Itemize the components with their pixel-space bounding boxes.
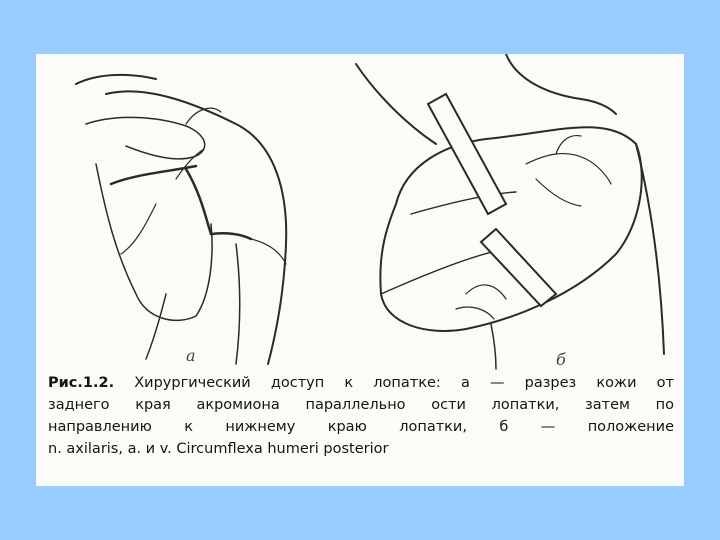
caption-line-4: n. axilaris, a. и v. Circumflexa humeri posterior [48, 441, 389, 457]
caption-lead: Рис.1.2. [48, 375, 115, 391]
caption-line-1-text: Хирургический доступ к лопатке: а — разрез кожи от [134, 375, 675, 391]
scanned-page [36, 54, 684, 486]
figure-label-a: а [186, 346, 196, 365]
drawing-b [356, 54, 664, 369]
caption-line-2: заднего края акромиона параллельно ости лопатки, затем по [48, 397, 674, 413]
caption-line-3: направлению к нижнему краю лопатки, б — положение [48, 419, 674, 435]
figure-illustrations [36, 54, 684, 374]
figure-caption [48, 372, 674, 460]
figure-label-b: б [556, 350, 566, 369]
anatomy-drawings [36, 54, 684, 374]
drawing-a [76, 75, 286, 364]
caption-line-1 [48, 372, 674, 394]
